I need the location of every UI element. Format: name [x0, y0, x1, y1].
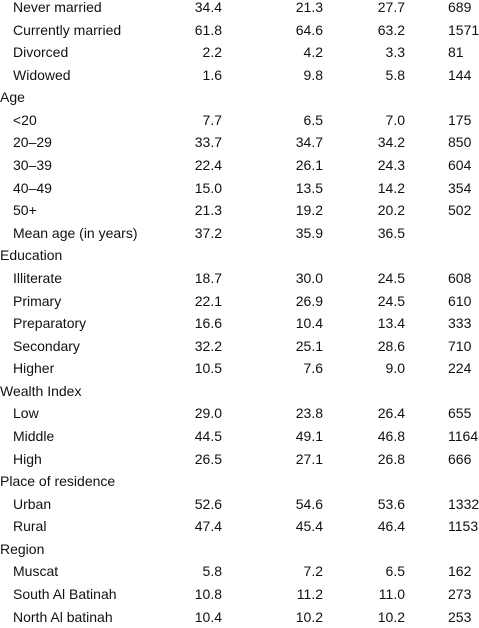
row-label: <20	[13, 111, 37, 128]
cell-col-1: 18.7	[194, 269, 222, 286]
table-row	[0, 267, 474, 290]
cell-col-3: 36.5	[377, 224, 405, 241]
cell-col-1: 47.4	[194, 518, 222, 535]
table-row	[0, 290, 474, 313]
row-label: North Al batinah	[13, 608, 113, 625]
table-row	[0, 606, 474, 628]
table-row	[0, 109, 474, 132]
row-label: Higher	[13, 360, 55, 377]
cell-col-2: 7.6	[303, 360, 323, 377]
cell-col-3: 13.4	[377, 315, 405, 332]
table-row	[0, 222, 474, 245]
cell-col-1: 61.8	[194, 21, 222, 38]
table-row	[0, 560, 474, 583]
cell-col-4: 689	[448, 0, 472, 15]
cell-col-2: 54.6	[295, 495, 323, 512]
cell-col-1: 29.0	[194, 405, 222, 422]
row-label: 50+	[13, 202, 37, 219]
cell-col-3: 26.8	[377, 450, 405, 467]
row-label: Widowed	[13, 66, 71, 83]
cell-col-3: 5.8	[385, 66, 405, 83]
table-row	[0, 131, 474, 154]
cell-col-4: 502	[448, 202, 472, 219]
section-header	[0, 86, 474, 109]
section-label: Education	[0, 247, 63, 264]
table-row	[0, 402, 474, 425]
cell-col-2: 19.2	[295, 202, 323, 219]
cell-col-4: 162	[448, 563, 472, 580]
cell-col-1: 1.6	[202, 66, 222, 83]
cell-col-1: 15.0	[194, 179, 222, 196]
cell-col-3: 26.4	[377, 405, 405, 422]
table-row	[0, 493, 479, 516]
cell-col-4: 604	[448, 157, 472, 174]
cell-col-1: 10.8	[194, 586, 222, 603]
row-label: 20–29	[13, 134, 52, 151]
cell-col-1: 2.2	[202, 44, 222, 61]
cell-col-3: 28.6	[377, 337, 405, 354]
cell-col-2: 6.5	[303, 111, 323, 128]
cell-col-3: 11.0	[378, 586, 405, 603]
section-label: Place of residence	[0, 473, 116, 490]
cell-col-4: 354	[448, 179, 472, 196]
cell-col-1: 10.5	[194, 360, 222, 377]
cell-col-3: 24.3	[377, 157, 405, 174]
row-label: High	[13, 450, 42, 467]
cell-col-4: 655	[448, 405, 472, 422]
row-label: Never married	[13, 0, 102, 15]
cell-col-4: 666	[448, 450, 472, 467]
cell-col-3: 46.4	[377, 518, 405, 535]
cell-col-1: 22.1	[194, 292, 222, 309]
section-header	[0, 244, 474, 267]
cell-col-3: 46.8	[377, 427, 405, 444]
table-row	[0, 41, 474, 64]
table-row	[0, 177, 474, 200]
row-label: Low	[13, 405, 39, 422]
section-header	[0, 470, 474, 493]
cell-col-3: 9.0	[385, 360, 405, 377]
cell-col-4: 1571	[448, 21, 479, 38]
cell-col-4: 175	[448, 111, 472, 128]
cell-col-3: 20.2	[377, 202, 405, 219]
cell-col-1: 34.4	[194, 0, 222, 15]
cell-col-2: 23.8	[295, 405, 323, 422]
cell-col-4: 273	[448, 586, 472, 603]
row-label: Middle	[13, 427, 55, 444]
cell-col-1: 22.4	[194, 157, 222, 174]
cell-col-4: 1153	[448, 518, 479, 535]
section-label: Age	[0, 89, 25, 106]
row-label: Urban	[13, 495, 52, 512]
cell-col-4: 1164	[448, 427, 479, 444]
table-row	[0, 64, 474, 87]
cell-col-3: 24.5	[377, 292, 405, 309]
cell-col-4: 333	[448, 315, 472, 332]
row-label: South Al Batinah	[13, 586, 117, 603]
cell-col-4: 608	[448, 269, 472, 286]
cell-col-1: 33.7	[194, 134, 222, 151]
table-row	[0, 357, 474, 380]
cell-col-2: 7.2	[303, 563, 323, 580]
cell-col-2: 21.3	[295, 0, 323, 15]
cell-col-3: 53.6	[377, 495, 405, 512]
cell-col-2: 45.4	[295, 518, 323, 535]
cell-col-3: 10.2	[377, 608, 405, 625]
row-label: Secondary	[13, 337, 80, 354]
cell-col-4: 850	[448, 134, 472, 151]
cell-col-4: 710	[448, 337, 472, 354]
cell-col-3: 24.5	[377, 269, 405, 286]
row-label: Currently married	[13, 21, 122, 38]
cell-col-1: 44.5	[194, 427, 222, 444]
cell-col-1: 52.6	[194, 495, 222, 512]
cell-col-4: 144	[448, 66, 472, 83]
cell-col-2: 64.6	[295, 21, 323, 38]
cell-col-2: 25.1	[295, 337, 323, 354]
row-label: Divorced	[13, 44, 69, 61]
cell-col-4: 81	[448, 44, 464, 61]
cell-col-2: 11.2	[296, 586, 323, 603]
cell-col-2: 13.5	[295, 179, 323, 196]
cell-col-2: 35.9	[295, 224, 323, 241]
table-row	[0, 335, 474, 358]
cell-col-2: 26.1	[295, 157, 323, 174]
cell-col-1: 16.6	[194, 315, 222, 332]
table-row	[0, 448, 474, 471]
cell-col-2: 10.2	[295, 608, 323, 625]
table-row	[0, 425, 479, 448]
cell-col-2: 27.1	[295, 450, 323, 467]
row-label: Illiterate	[13, 269, 63, 286]
section-header	[0, 538, 474, 561]
cell-col-4: 224	[448, 360, 472, 377]
cell-col-1: 26.5	[194, 450, 222, 467]
section-label: Wealth Index	[0, 382, 82, 399]
cell-col-3: 27.7	[377, 0, 405, 15]
row-label: 30–39	[13, 157, 52, 174]
row-label: Rural	[13, 518, 47, 535]
row-label: Mean age (in years)	[13, 224, 138, 241]
cell-col-1: 7.7	[202, 111, 222, 128]
row-label: 40–49	[13, 179, 52, 196]
row-label: Preparatory	[13, 315, 87, 332]
cell-col-3: 6.5	[385, 563, 405, 580]
row-label: Primary	[13, 292, 62, 309]
table-row	[0, 19, 479, 42]
cell-col-3: 34.2	[377, 134, 405, 151]
row-label: Muscat	[13, 563, 59, 580]
cell-col-2: 26.9	[295, 292, 323, 309]
cell-col-1: 37.2	[194, 224, 222, 241]
table-row	[0, 515, 479, 538]
cell-col-1: 32.2	[194, 337, 222, 354]
cell-col-1: 21.3	[194, 202, 222, 219]
table-row	[0, 154, 474, 177]
cell-col-4: 253	[448, 608, 472, 625]
table-row	[0, 0, 474, 19]
table-row	[0, 312, 474, 335]
table-row	[0, 583, 474, 606]
cell-col-3: 14.2	[377, 179, 405, 196]
cell-col-1: 10.4	[194, 608, 222, 625]
cell-col-2: 30.0	[295, 269, 323, 286]
table-row	[0, 199, 474, 222]
section-header	[0, 380, 474, 403]
cell-col-2: 4.2	[303, 44, 323, 61]
cell-col-2: 34.7	[295, 134, 323, 151]
cell-col-4: 610	[448, 292, 472, 309]
section-label: Region	[0, 540, 45, 557]
cell-col-2: 49.1	[295, 427, 323, 444]
cell-col-4: 1332	[448, 495, 479, 512]
cell-col-2: 9.8	[303, 66, 323, 83]
cell-col-3: 7.0	[385, 111, 405, 128]
cell-col-1: 5.8	[202, 563, 222, 580]
cell-col-3: 3.3	[385, 44, 405, 61]
cell-col-3: 63.2	[377, 21, 405, 38]
cell-col-2: 10.4	[295, 315, 323, 332]
